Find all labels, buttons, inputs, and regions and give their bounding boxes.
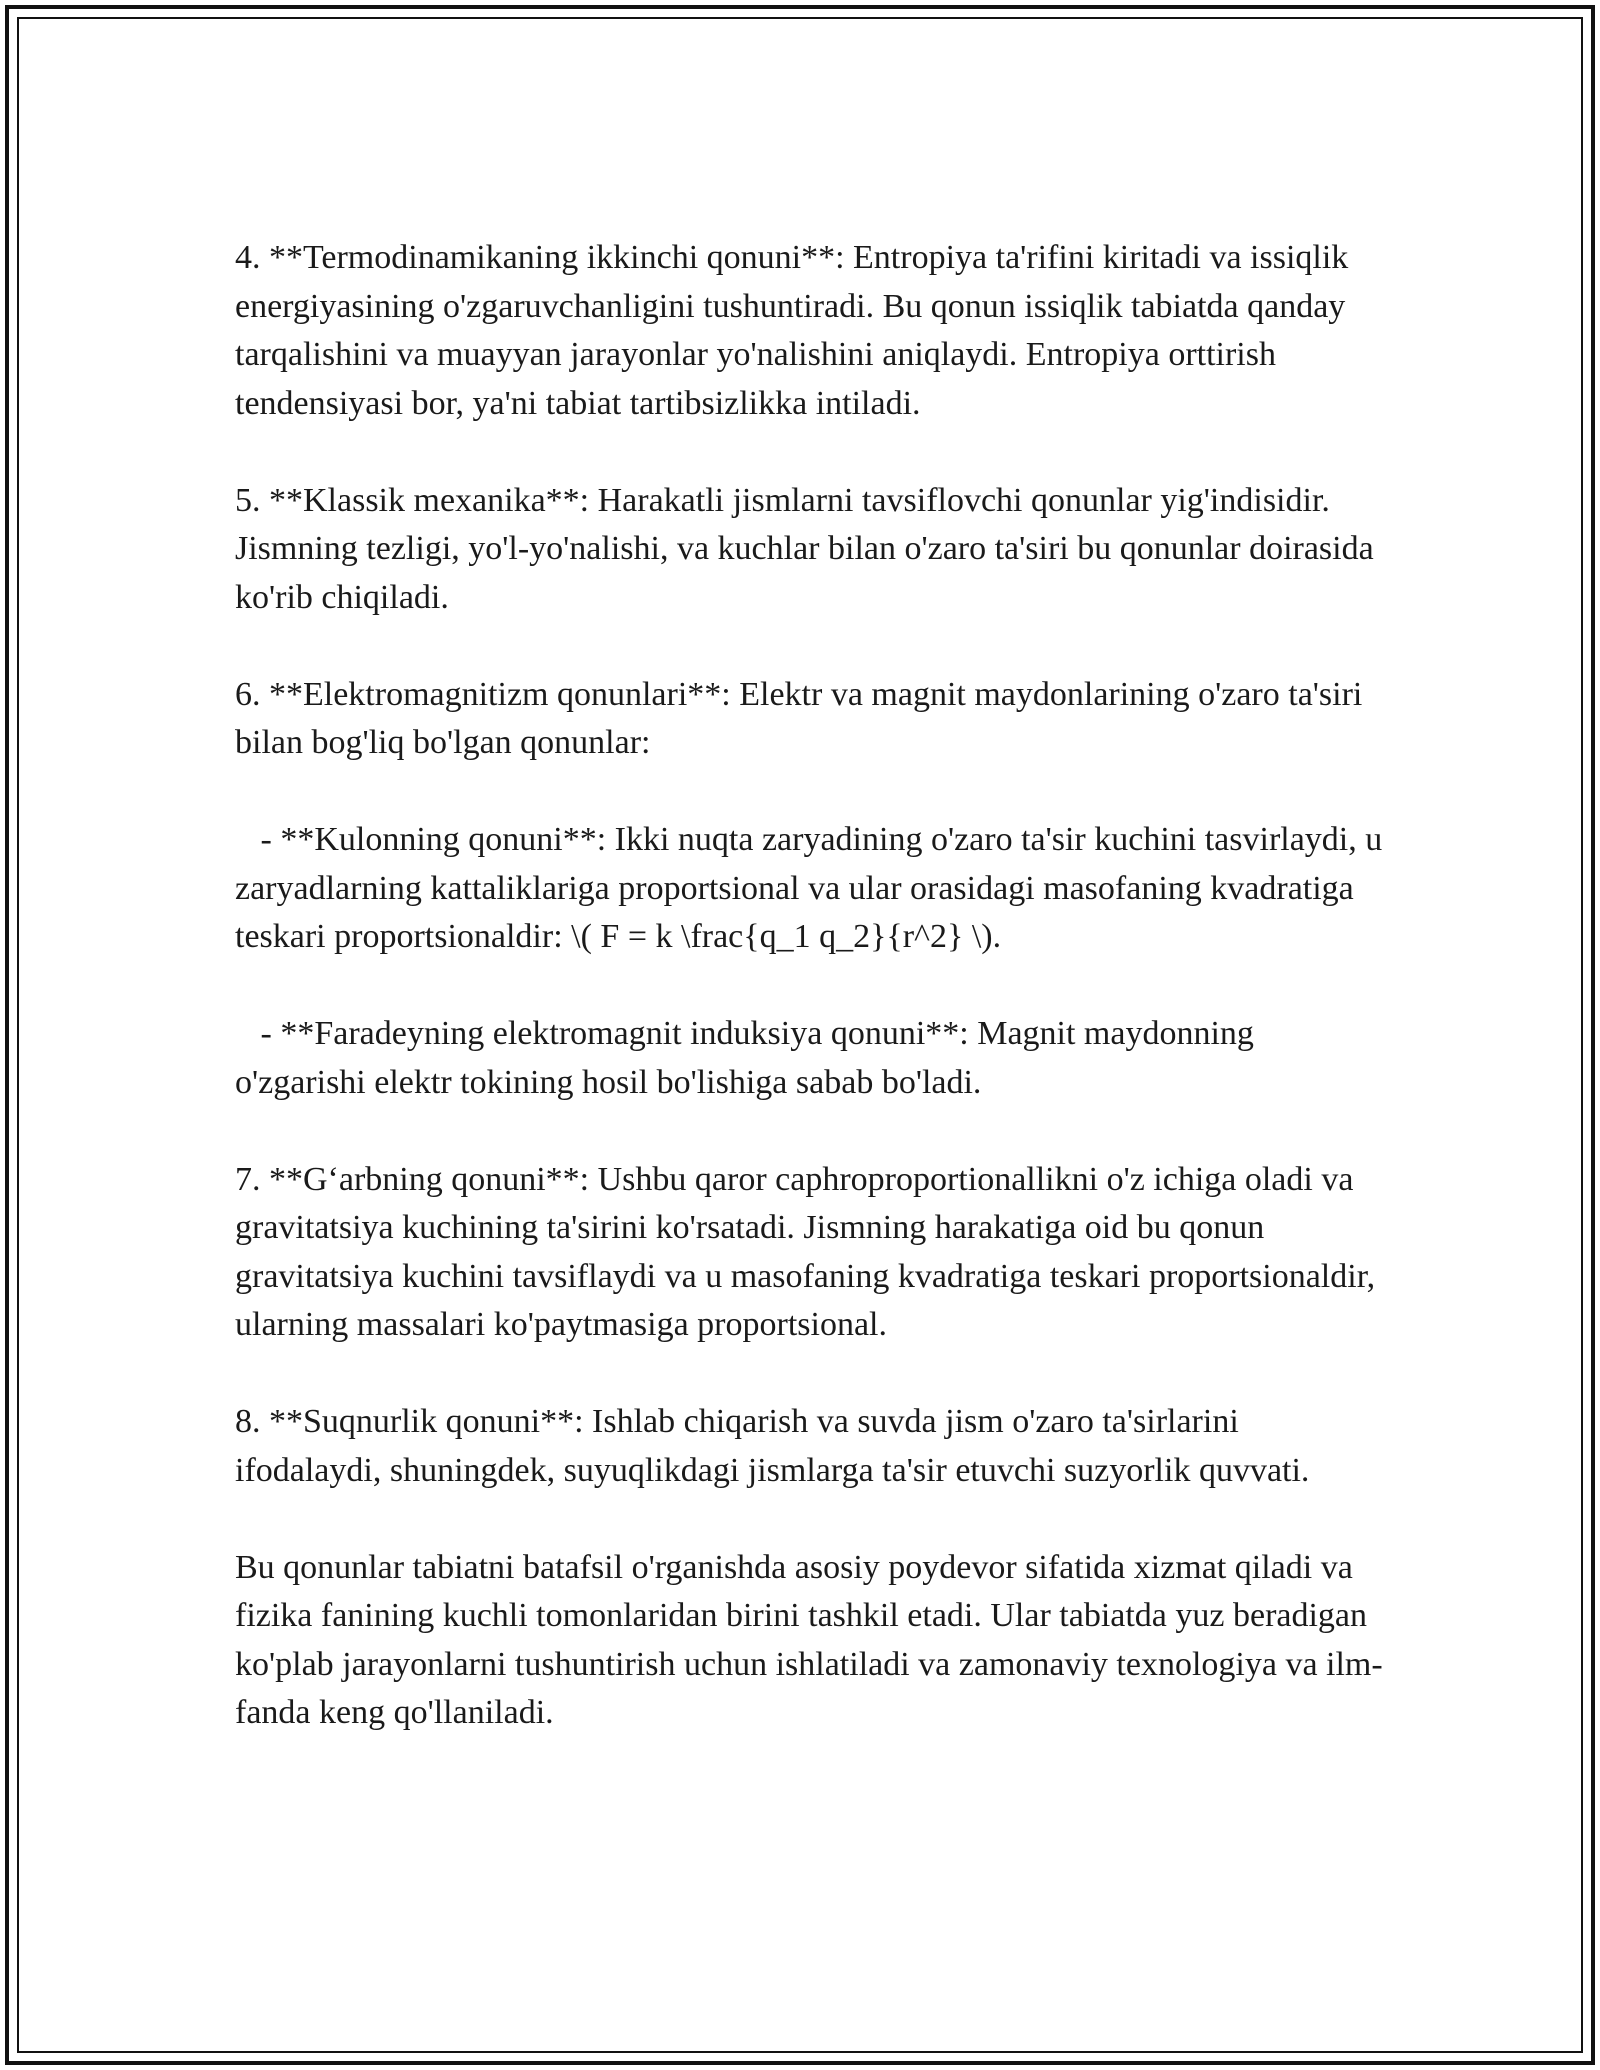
paragraph-coulomb-law: - **Kulonning qonuni**: Ikki nuqta zaryadining o'zaro ta'sir kuchini tasvirlaydi, u zaryadlarning kattaliklariga proportsional va ular orasidagi masofaning kvadratiga teskari proportsionaldir: \( F = k \frac{q_1 q_2}{r^2} \). [235,821,1391,955]
paragraph-buoyancy-law: 8. **Suqnurlik qonuni**: Ishlab chiqarish va suvda jism o'zaro ta'sirlarini ifodalaydi, shuningdek, suyuqlikdagi jismlarga ta'sir etuvchi suzyorlik quvvati. [235,1403,1310,1489]
paragraph-classical-mechanics: 5. **Klassik mexanika**: Harakatli jismlarni tavsiflovchi qonunlar yig'indisidir. Jismning tezligi, yo'l-yo'nalishi, va kuchlar bilan o'zaro ta'siri bu qonunlar doirasida ko'rib chiqiladi. [235,481,1383,616]
document-body [235,234,1391,1738]
paragraph-second-law-thermodynamics: 4. **Termodinamikaning ikkinchi qonuni**: Entropiya ta'rifini kiritadi va issiqlik energiyasining o'zgaruvchanligini tushuntiradi. Bu qonun issiqlik tabiatda qanday tarqalishini va muayyan jarayonlar yo'nalishini aniqlaydi. Entropiya orttirish tendensiyasi bor, ya'ni tabiat tartibsizlikka intiladi. [235,239,1357,422]
paragraph-electromagnetism-laws: 6. **Elektromagnitizm qonunlari**: Elektr va magnit maydonlarining o'zaro ta'siri bilan bog'liq bo'lgan qonunlar: [235,675,1371,761]
paragraph-conclusion: Bu qonunlar tabiatni batafsil o'rganishda asosiy poydevor sifatida xizmat qiladi va fizika fanining kuchli tomonlaridan birini tashkil etadi. Ular tabiatda yuz beradigan ko'plab jarayonlarni tushuntirish uchun ishlatiladi va zamonaviy texnologiya va ilm-fanda keng qo'llaniladi. [235,1548,1383,1731]
paragraph-gravitation-law: 7. **G‘arbning qonuni**: Ushbu qaror caphroproportionallikni o'z ichiga oladi va gravitatsiya kuchining ta'sirini ko'rsatadi. Jismning harakatiga oid bu qonun gravitatsiya kuchini tavsiflaydi va u masofaning kvadratiga teskari proportsionaldir, ularning massalari ko'paytmasiga proportsional. [235,1160,1384,1343]
paragraph-faraday-law: - **Faradeyning elektromagnit induksiya qonuni**: Magnit maydonning o'zgarishi elektr tokining hosil bo'lishiga sabab bo'ladi. [235,1015,1263,1101]
